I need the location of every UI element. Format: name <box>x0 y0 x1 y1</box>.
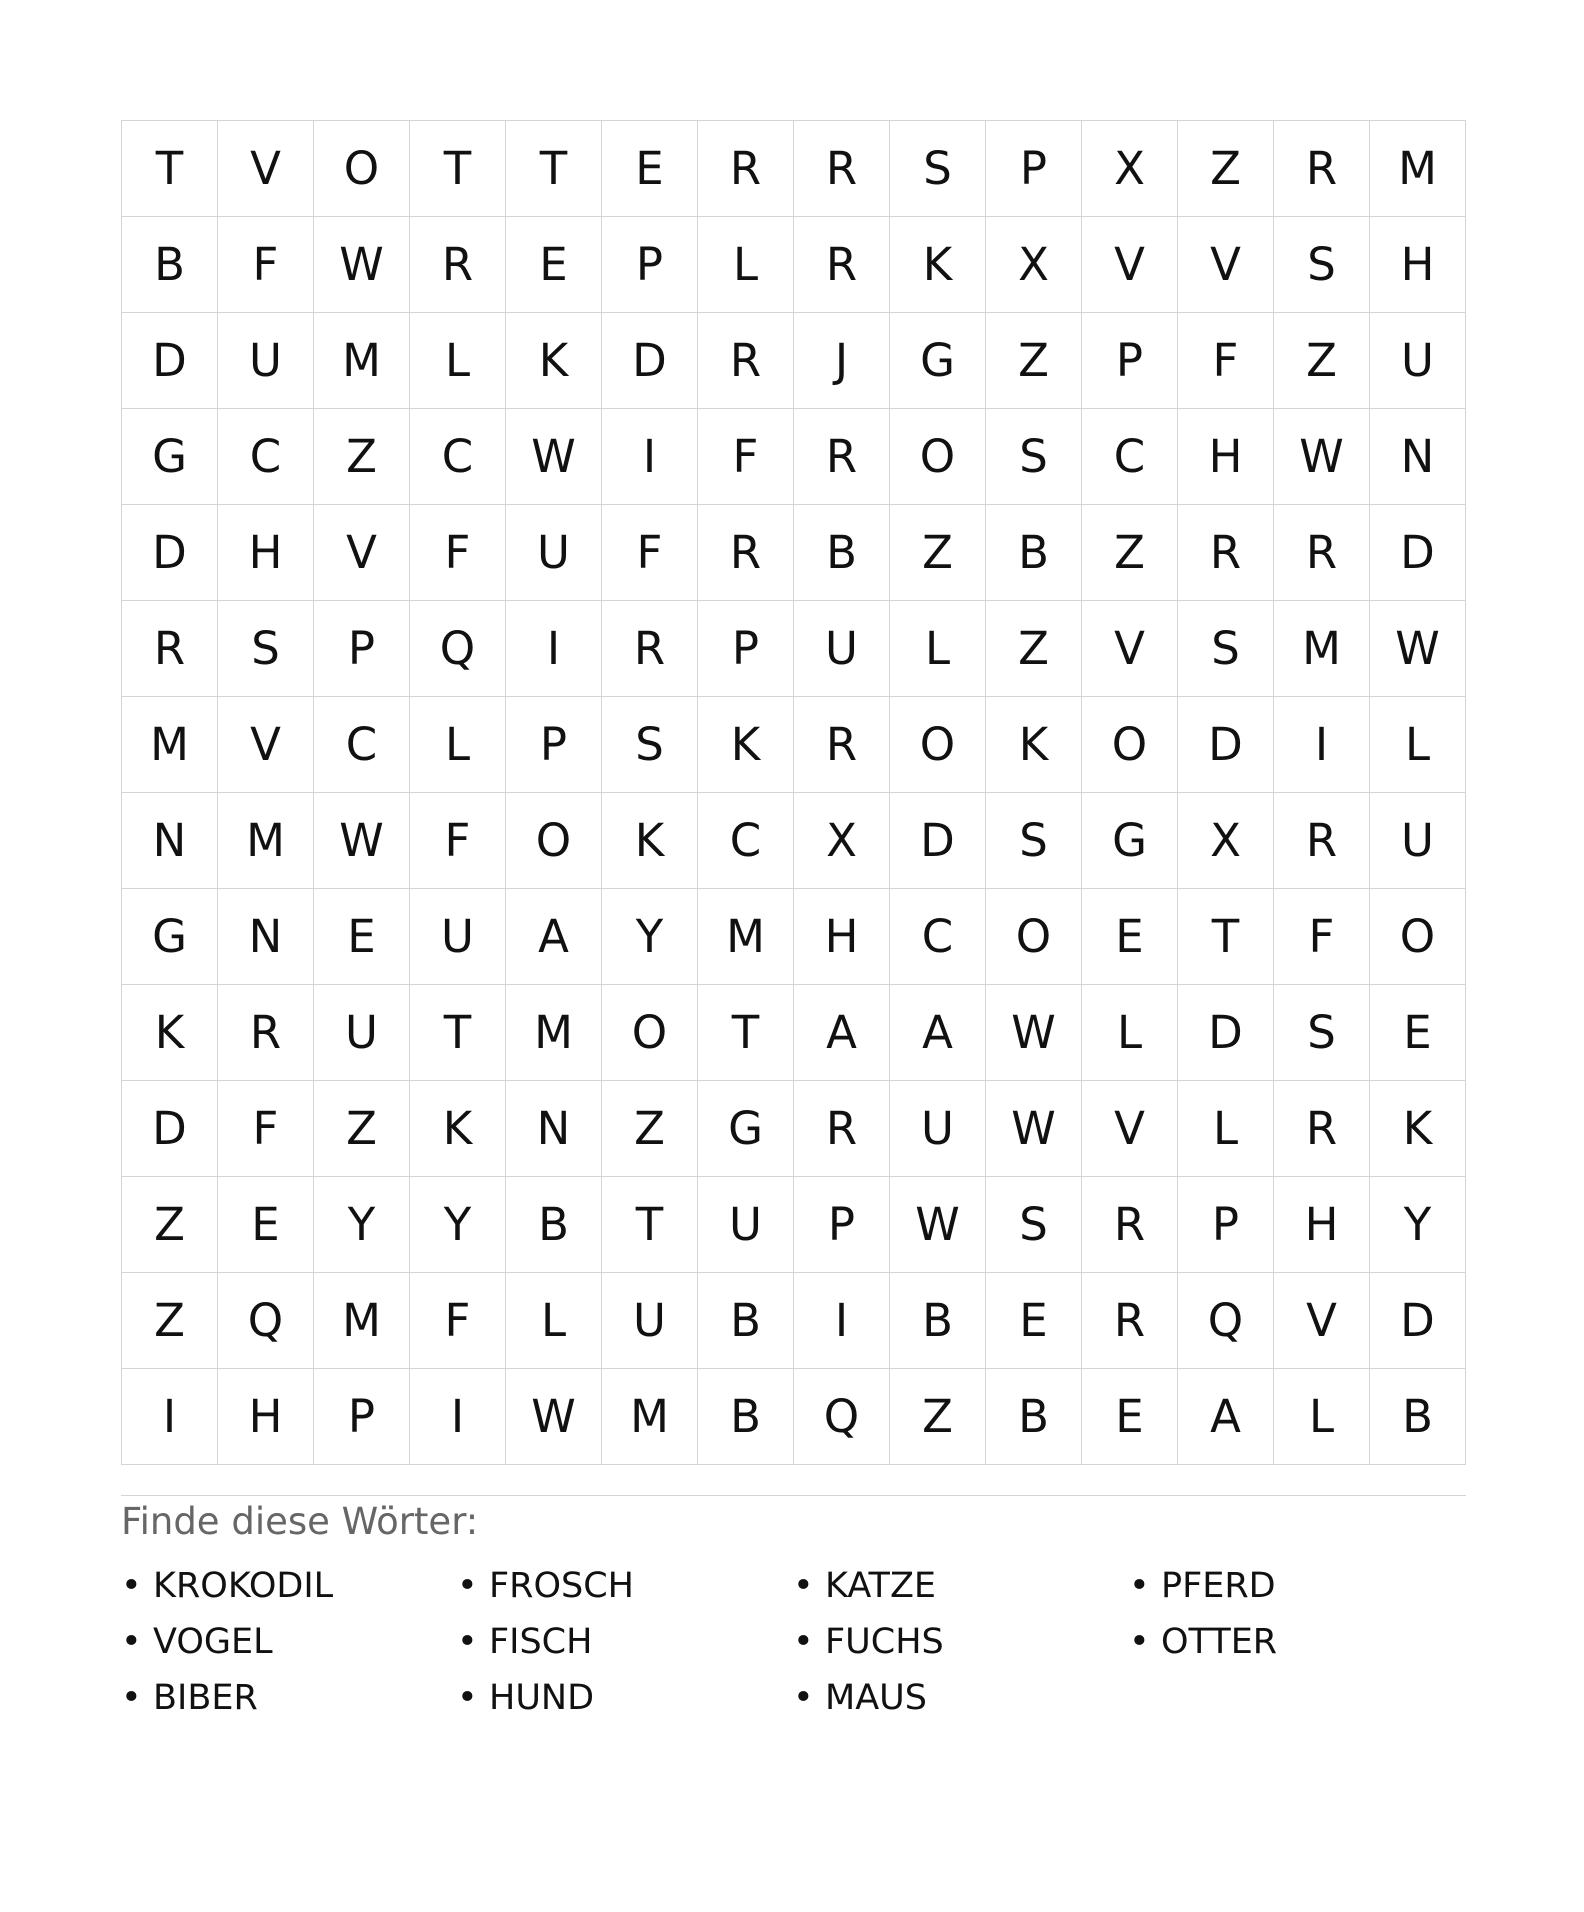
grid-cell[interactable]: E <box>1370 985 1466 1081</box>
word-list-item <box>1129 1614 1465 1670</box>
grid-cell[interactable]: A <box>890 985 986 1081</box>
grid-cell[interactable]: D <box>602 313 698 409</box>
grid-cell[interactable]: B <box>506 1177 602 1273</box>
grid-cell[interactable]: H <box>794 889 890 985</box>
word-label: HUND <box>489 1678 595 1718</box>
grid-cell[interactable]: P <box>794 1177 890 1273</box>
grid-cell[interactable]: L <box>698 217 794 313</box>
grid-cell[interactable]: L <box>1082 985 1178 1081</box>
grid-cell[interactable]: R <box>1274 1081 1370 1177</box>
word-label: FISCH <box>489 1622 593 1662</box>
grid-cell[interactable]: O <box>1082 697 1178 793</box>
grid-cell[interactable]: F <box>410 505 506 601</box>
grid-cell[interactable]: N <box>218 889 314 985</box>
grid-cell[interactable]: C <box>698 793 794 889</box>
word-list-item <box>121 1558 457 1614</box>
word-label: FUCHS <box>825 1622 944 1662</box>
grid-cell[interactable]: Z <box>986 313 1082 409</box>
grid-cell[interactable]: D <box>122 313 218 409</box>
word-label: KATZE <box>825 1566 937 1606</box>
grid-cell[interactable]: Z <box>1274 313 1370 409</box>
grid-cell[interactable]: V <box>218 121 314 217</box>
grid-cell[interactable]: C <box>218 409 314 505</box>
grid-cell[interactable]: Z <box>122 1177 218 1273</box>
grid-cell[interactable]: R <box>218 985 314 1081</box>
grid-cell[interactable]: T <box>506 121 602 217</box>
grid-cell[interactable]: Z <box>890 1369 986 1465</box>
bullet-icon: • <box>457 1678 478 1718</box>
grid-cell[interactable]: D <box>1370 505 1466 601</box>
grid-cell[interactable]: T <box>602 1177 698 1273</box>
grid-cell[interactable]: E <box>1082 1369 1178 1465</box>
grid-cell[interactable]: G <box>1082 793 1178 889</box>
grid-cell[interactable]: R <box>698 505 794 601</box>
grid-cell[interactable]: W <box>1370 601 1466 697</box>
grid-cell[interactable]: S <box>218 601 314 697</box>
grid-cell[interactable]: L <box>1370 697 1466 793</box>
word-list-heading: Finde diese Wörter: <box>121 1500 479 1543</box>
grid-cell[interactable]: B <box>986 505 1082 601</box>
grid-cell[interactable]: R <box>122 601 218 697</box>
grid-cell[interactable]: L <box>890 601 986 697</box>
grid-cell[interactable]: M <box>314 313 410 409</box>
grid-cell[interactable]: E <box>602 121 698 217</box>
grid-cell[interactable]: O <box>1370 889 1466 985</box>
grid-cell[interactable]: L <box>410 313 506 409</box>
grid-cell[interactable]: U <box>698 1177 794 1273</box>
grid-cell[interactable]: L <box>1178 1081 1274 1177</box>
grid-cell[interactable]: D <box>1178 697 1274 793</box>
grid-cell[interactable]: K <box>890 217 986 313</box>
grid-cell[interactable]: Z <box>890 505 986 601</box>
grid-cell[interactable]: G <box>890 313 986 409</box>
grid-cell[interactable]: B <box>1370 1369 1466 1465</box>
bullet-icon: • <box>1129 1622 1150 1662</box>
grid-cell[interactable]: R <box>794 121 890 217</box>
bullet-icon: • <box>793 1566 814 1606</box>
word-list <box>121 1558 1466 1726</box>
grid-cell[interactable]: Y <box>1370 1177 1466 1273</box>
grid-cell[interactable]: N <box>1370 409 1466 505</box>
grid-cell[interactable]: U <box>218 313 314 409</box>
grid-cell[interactable]: S <box>1274 985 1370 1081</box>
grid-cell[interactable]: R <box>1274 793 1370 889</box>
grid-cell[interactable]: W <box>986 985 1082 1081</box>
grid-cell[interactable]: T <box>698 985 794 1081</box>
grid-cell[interactable]: K <box>122 985 218 1081</box>
word-list-item <box>457 1614 793 1670</box>
grid-cell[interactable]: H <box>1370 217 1466 313</box>
grid-cell[interactable]: X <box>794 793 890 889</box>
grid-cell[interactable]: U <box>602 1273 698 1369</box>
grid-cell[interactable]: N <box>122 793 218 889</box>
grid-cell[interactable]: S <box>986 793 1082 889</box>
grid-cell[interactable]: Y <box>410 1177 506 1273</box>
grid-cell[interactable]: Z <box>1178 121 1274 217</box>
grid-cell[interactable]: F <box>218 217 314 313</box>
grid-cell[interactable]: V <box>1082 217 1178 313</box>
grid-cell[interactable]: C <box>890 889 986 985</box>
grid-cell[interactable]: K <box>986 697 1082 793</box>
grid-cell[interactable]: R <box>794 697 890 793</box>
grid-cell[interactable]: R <box>794 1081 890 1177</box>
grid-cell[interactable]: Z <box>986 601 1082 697</box>
grid-cell[interactable]: Y <box>314 1177 410 1273</box>
grid-cell[interactable]: S <box>1178 601 1274 697</box>
grid-cell[interactable]: B <box>890 1273 986 1369</box>
grid-cell[interactable]: E <box>1082 889 1178 985</box>
grid-cell[interactable]: Q <box>1178 1273 1274 1369</box>
grid-cell[interactable]: R <box>698 313 794 409</box>
grid-cell[interactable]: I <box>602 409 698 505</box>
bullet-icon: • <box>121 1622 142 1662</box>
grid-cell[interactable]: V <box>314 505 410 601</box>
grid-cell[interactable]: V <box>1082 601 1178 697</box>
grid-cell[interactable]: Z <box>1082 505 1178 601</box>
grid-cell[interactable]: H <box>1274 1177 1370 1273</box>
grid-cell[interactable]: D <box>890 793 986 889</box>
grid-cell[interactable]: C <box>1082 409 1178 505</box>
grid-cell[interactable]: O <box>986 889 1082 985</box>
grid-cell[interactable]: K <box>410 1081 506 1177</box>
grid-cell[interactable]: R <box>1082 1177 1178 1273</box>
grid-cell[interactable]: R <box>1274 505 1370 601</box>
grid-cell[interactable]: S <box>1274 217 1370 313</box>
grid-cell[interactable]: P <box>506 697 602 793</box>
grid-cell[interactable]: P <box>1178 1177 1274 1273</box>
grid-cell[interactable]: Q <box>410 601 506 697</box>
grid-cell[interactable]: D <box>122 1081 218 1177</box>
grid-cell[interactable]: R <box>410 217 506 313</box>
grid-cell[interactable]: W <box>314 217 410 313</box>
word-list-item <box>121 1670 457 1726</box>
grid-cell[interactable]: T <box>122 121 218 217</box>
word-list-item <box>793 1558 1129 1614</box>
grid-cell[interactable]: W <box>314 793 410 889</box>
grid-cell[interactable]: U <box>1370 793 1466 889</box>
grid-cell[interactable]: U <box>506 505 602 601</box>
grid-cell[interactable]: P <box>698 601 794 697</box>
grid-cell[interactable]: M <box>314 1273 410 1369</box>
grid-cell[interactable]: S <box>602 697 698 793</box>
grid-cell[interactable]: D <box>122 505 218 601</box>
word-label: BIBER <box>153 1678 258 1718</box>
grid-cell[interactable]: M <box>698 889 794 985</box>
grid-cell[interactable]: H <box>1178 409 1274 505</box>
grid-cell[interactable]: R <box>698 121 794 217</box>
grid-cell[interactable]: L <box>1274 1369 1370 1465</box>
grid-cell[interactable]: F <box>698 409 794 505</box>
grid-cell[interactable]: F <box>1274 889 1370 985</box>
grid-cell[interactable]: R <box>794 217 890 313</box>
grid-cell[interactable]: M <box>506 985 602 1081</box>
grid-cell[interactable]: K <box>602 793 698 889</box>
grid-cell[interactable]: H <box>218 505 314 601</box>
bullet-icon: • <box>121 1678 142 1718</box>
grid-cell[interactable]: F <box>602 505 698 601</box>
bullet-icon: • <box>793 1622 814 1662</box>
grid-cell[interactable]: R <box>794 409 890 505</box>
grid-cell[interactable]: P <box>602 217 698 313</box>
grid-cell[interactable]: P <box>1082 313 1178 409</box>
divider <box>121 1495 1466 1496</box>
word-label: PFERD <box>1161 1566 1276 1606</box>
grid-cell[interactable]: A <box>794 985 890 1081</box>
grid-cell[interactable]: H <box>218 1369 314 1465</box>
word-label: FROSCH <box>489 1566 634 1606</box>
grid-cell[interactable]: Z <box>602 1081 698 1177</box>
word-search-grid <box>121 120 1466 1465</box>
grid-cell[interactable]: W <box>506 1369 602 1465</box>
grid-cell[interactable]: Z <box>314 1081 410 1177</box>
grid-cell[interactable]: X <box>1082 121 1178 217</box>
grid-cell[interactable]: G <box>698 1081 794 1177</box>
word-list-item <box>121 1614 457 1670</box>
grid-cell[interactable]: V <box>218 697 314 793</box>
grid-cell[interactable]: P <box>986 121 1082 217</box>
grid-cell[interactable]: I <box>122 1369 218 1465</box>
grid-cell[interactable]: V <box>1082 1081 1178 1177</box>
grid-cell[interactable]: B <box>122 217 218 313</box>
bullet-icon: • <box>121 1566 142 1606</box>
grid-cell[interactable]: P <box>314 601 410 697</box>
grid-cell[interactable]: R <box>1274 121 1370 217</box>
grid-cell[interactable]: M <box>122 697 218 793</box>
word-label: KROKODIL <box>153 1566 334 1606</box>
grid-cell[interactable]: C <box>410 409 506 505</box>
grid-cell[interactable]: A <box>506 889 602 985</box>
grid-cell[interactable]: D <box>1178 985 1274 1081</box>
word-label: VOGEL <box>153 1622 273 1662</box>
grid-cell[interactable]: P <box>314 1369 410 1465</box>
grid-cell[interactable]: K <box>1370 1081 1466 1177</box>
grid-cell[interactable]: V <box>1178 217 1274 313</box>
grid-cell[interactable]: I <box>410 1369 506 1465</box>
word-list-item <box>457 1670 793 1726</box>
grid-cell[interactable]: B <box>794 505 890 601</box>
grid-cell[interactable]: O <box>314 121 410 217</box>
grid-cell[interactable]: W <box>1274 409 1370 505</box>
grid-cell[interactable]: Q <box>218 1273 314 1369</box>
grid-cell[interactable]: S <box>986 409 1082 505</box>
grid-cell[interactable]: T <box>1178 889 1274 985</box>
grid-cell[interactable]: K <box>506 313 602 409</box>
grid-cell[interactable]: B <box>698 1369 794 1465</box>
grid-cell[interactable]: T <box>410 985 506 1081</box>
grid-cell[interactable]: J <box>794 313 890 409</box>
grid-cell[interactable]: D <box>1370 1273 1466 1369</box>
grid-cell[interactable]: M <box>1370 121 1466 217</box>
grid-cell[interactable]: I <box>1274 697 1370 793</box>
grid-cell[interactable]: B <box>698 1273 794 1369</box>
grid-cell[interactable]: E <box>506 217 602 313</box>
word-list-item <box>793 1670 1129 1726</box>
grid-cell[interactable]: O <box>890 697 986 793</box>
grid-cell[interactable]: Y <box>602 889 698 985</box>
grid-cell[interactable]: X <box>986 217 1082 313</box>
grid-cell[interactable]: I <box>794 1273 890 1369</box>
grid-cell[interactable]: E <box>314 889 410 985</box>
bullet-icon: • <box>457 1622 478 1662</box>
grid-cell[interactable]: A <box>1178 1369 1274 1465</box>
grid-cell[interactable]: C <box>314 697 410 793</box>
grid-cell[interactable]: Q <box>794 1369 890 1465</box>
grid-cell[interactable]: U <box>890 1081 986 1177</box>
grid-cell[interactable]: O <box>890 409 986 505</box>
word-list-item <box>1129 1558 1465 1614</box>
grid-cell[interactable]: U <box>794 601 890 697</box>
grid-cell[interactable]: F <box>410 1273 506 1369</box>
grid-cell[interactable]: E <box>986 1273 1082 1369</box>
grid-cell[interactable]: B <box>986 1369 1082 1465</box>
grid-cell[interactable]: F <box>218 1081 314 1177</box>
grid-cell[interactable]: W <box>506 409 602 505</box>
grid-cell[interactable]: F <box>1178 313 1274 409</box>
grid-cell[interactable]: N <box>506 1081 602 1177</box>
grid-cell[interactable]: M <box>218 793 314 889</box>
bullet-icon: • <box>1129 1566 1150 1606</box>
grid-cell[interactable]: O <box>506 793 602 889</box>
word-label: OTTER <box>1161 1622 1278 1662</box>
grid-cell[interactable]: M <box>1274 601 1370 697</box>
grid-cell[interactable]: R <box>1178 505 1274 601</box>
bullet-icon: • <box>793 1678 814 1718</box>
word-label: MAUS <box>825 1678 927 1718</box>
grid-cell[interactable]: U <box>314 985 410 1081</box>
grid-cell[interactable]: S <box>890 121 986 217</box>
grid-cell[interactable]: G <box>122 889 218 985</box>
grid-cell[interactable]: Z <box>122 1273 218 1369</box>
grid-cell[interactable]: U <box>410 889 506 985</box>
grid-cell[interactable]: F <box>410 793 506 889</box>
grid-cell[interactable]: R <box>1082 1273 1178 1369</box>
grid-cell[interactable]: V <box>1274 1273 1370 1369</box>
grid-cell[interactable]: X <box>1178 793 1274 889</box>
grid-cell[interactable]: L <box>410 697 506 793</box>
grid-cell[interactable]: U <box>1370 313 1466 409</box>
grid-cell[interactable]: W <box>986 1081 1082 1177</box>
word-list-item <box>457 1558 793 1614</box>
grid-cell[interactable]: I <box>506 601 602 697</box>
bullet-icon: • <box>457 1566 478 1606</box>
grid-cell[interactable]: Z <box>314 409 410 505</box>
grid-cell[interactable]: M <box>602 1369 698 1465</box>
word-list-item <box>793 1614 1129 1670</box>
grid-cell[interactable]: G <box>122 409 218 505</box>
grid-cell[interactable]: O <box>602 985 698 1081</box>
grid-cell[interactable]: W <box>890 1177 986 1273</box>
grid-cell[interactable]: E <box>218 1177 314 1273</box>
grid-cell[interactable]: L <box>506 1273 602 1369</box>
grid-cell[interactable]: T <box>410 121 506 217</box>
grid-cell[interactable]: K <box>698 697 794 793</box>
grid-cell[interactable]: S <box>986 1177 1082 1273</box>
grid-cell[interactable]: R <box>602 601 698 697</box>
